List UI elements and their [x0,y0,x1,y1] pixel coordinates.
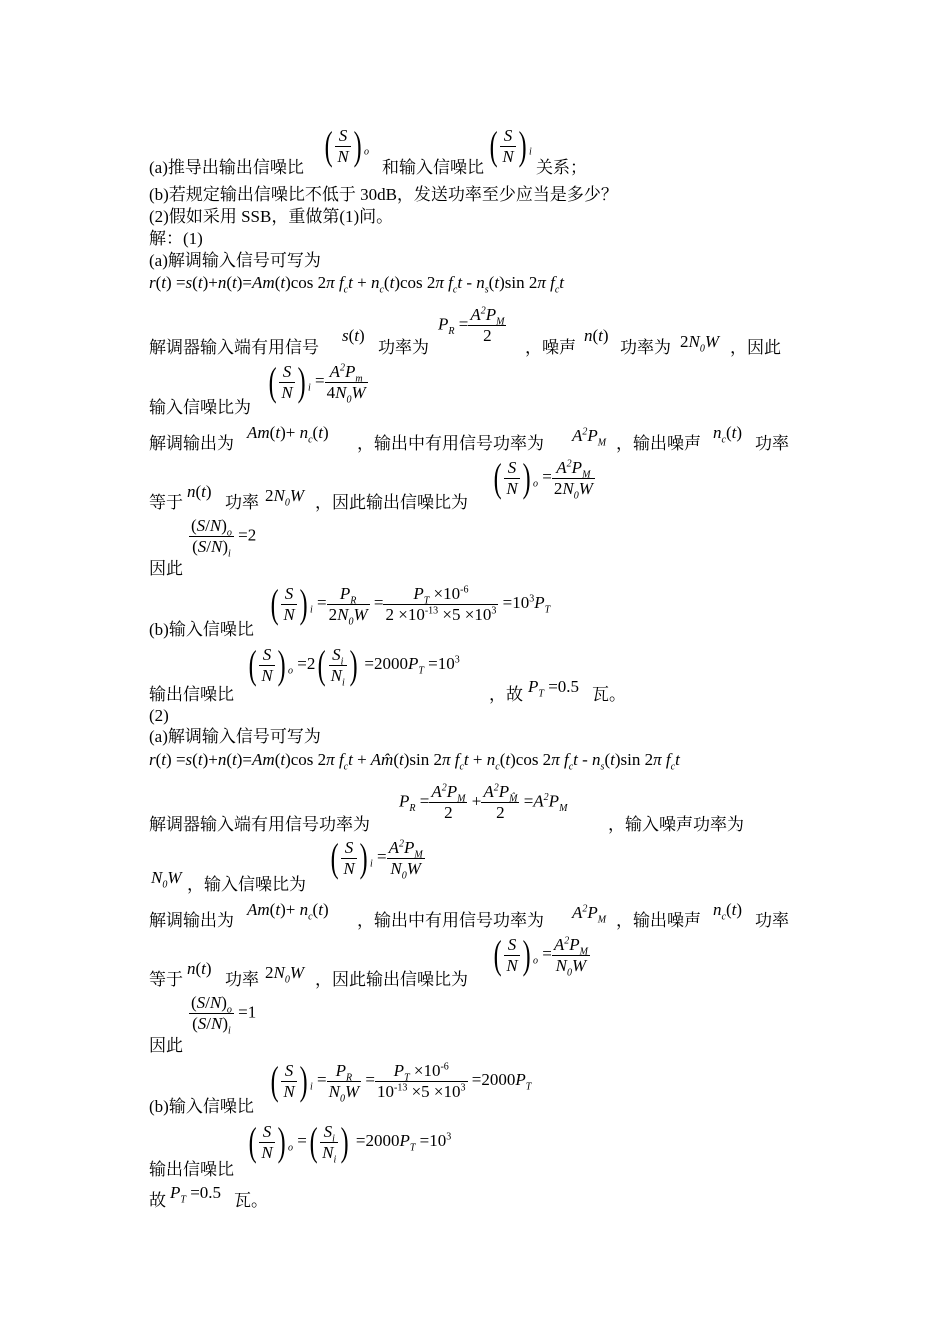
text-line: ，输出噪声 [616,911,701,930]
snr-gain-formula: $\frac{(S/N)_o}{(S/N)_i}$ =2 [191,516,257,560]
text-line: 解调器输入端有用信号功率为 [149,815,370,834]
text-line: ，因此 [730,338,781,357]
snr-output-symbol: ( $\frac{S}{N}$ ) $_o$ [324,123,369,168]
text-line: 解调器输入端有用信号 [149,338,319,357]
text-line: ，输出噪声 [616,434,701,453]
text-line: (b)输入信噪比 [149,1097,254,1116]
text-line: 功率 [755,911,789,930]
snr-input-calc: ( $\frac{S}{N}$ ) $_i$ = $\frac{P_R}{2N_0W}$ = $\frac{P_T \times 10^{-6}}{2 \times 10^{-13} \times 5 \times 10^3}$ $=10^3P_T$ [270,581,551,627]
demod-output: $Am(t)+ n_c(t)$ [247,900,329,923]
text-line: 输出信噪比 [149,1160,234,1179]
text-line: 等于 [149,493,183,512]
snr-output-ssb-formula: ( $\frac{S}{N}$ ) $_o$ = $\frac{A^2P_M}{N_0W}$ [493,932,588,978]
text-line: 解：(1) [149,229,203,248]
pr-ssb-formula: $P_R$ = $\frac{A^2P_M}{2}$ + $\frac{A^2P_{M̂}}{2}$ $=A^2P_M$ [399,782,568,822]
noise-power: $2N_0W$ [680,332,720,355]
text-line: 功率 [755,434,789,453]
noise-nc-symbol: $n_c(t)$ [713,423,743,446]
text-line: 故 [149,1191,166,1210]
noise-power: $2N_0W$ [265,486,305,509]
snr-input-ssb-formula: ( $\frac{S}{N}$ ) $_i$ = $\frac{A^2P_M}{N_0W}$ [330,835,423,881]
text-line: 功率 [225,970,259,989]
text-line: 瓦。 [592,685,626,704]
text-line: 功率 [225,493,259,512]
text-line: ，输入噪声功率为 [608,815,744,834]
text-line: (2)假如采用 SSB，重做第(1)问。 [149,207,394,226]
pt-result: $P_T =0.5$ [170,1183,222,1206]
noise-n-symbol: n(t) [187,482,212,501]
text-line: 因此 [149,1036,183,1055]
text-line: ，输出中有用信号功率为 [357,911,544,930]
text-line: (b)输入信噪比 [149,620,254,639]
text-line: 功率为 [620,338,671,357]
text-line: 输入信噪比为 [149,398,251,417]
noise-n-symbol: n(t) [187,959,212,978]
text-line: 等于 [149,970,183,989]
noise-nc-symbol: $n_c(t)$ [713,900,743,923]
demod-output: $Am(t)+ n_c(t)$ [247,423,329,446]
snr-output-ssb-calc: ( $\frac{S}{N}$ ) $_o$ =( $\frac{S_i}{N_i}$ ) $=2000P_T =10^3$ [248,1119,452,1165]
noise-power: $2N_0W$ [265,963,305,986]
text-line: (a)推导出输出信噪比 [149,158,304,177]
pr-formula: $P_R$ = $\frac{A^2P_M}{2}$ [438,305,505,345]
text-line: 输出信噪比 [149,685,234,704]
noise-power-ssb: $N_0W$ [151,868,182,891]
output-power: $A^2P_M$ [572,903,607,926]
snr-input-formula: ( $\frac{S}{N}$ ) $_i$ = $\frac{A^2P_m}{4N_0W}$ [268,359,366,405]
text-line: 解调输出为 [149,434,234,453]
snr-output-calc: ( $\frac{S}{N}$ ) $_o$ =2( $\frac{S_i}{N_i}$ ) $=2000P_T =10^3$ [248,642,460,688]
snr-input-ssb-calc: ( $\frac{S}{N}$ ) $_i$ = $\frac{P_R}{N_0W}$ = $\frac{P_T \times 10^{-6}}{10^{-13} \times 5 \times 10^3}$ $=2000P_T$ [270,1058,532,1104]
text-line: 瓦。 [234,1191,268,1210]
text-line: (2) [149,706,169,725]
snr-input-symbol: ( $\frac{S}{N}$ ) $_i$ [489,123,532,168]
text-line: ，因此输出信噪比为 [315,493,468,512]
snr-gain-ssb-formula: $\frac{(S/N)_o}{(S/N)_i}$ =1 [191,993,257,1037]
pt-result: $P_T =0.5$ [528,677,580,700]
signal-s-symbol: s(t) [342,326,365,345]
text-line: 关系； [536,158,587,177]
noise-n-symbol: n(t) [584,326,609,345]
text-line: (a)解调输入信号可写为 [149,727,321,746]
equation-ssb-input: r(t) =s(t)+n(t)=Am(t)cos 2π $f_ct$ + Am̂(t)sin 2π $f_ct + n_c(t)\cos$ 2π $f_ct - n_s(t)\sin$ 2π $f_ct$ [149,750,680,773]
text-line: 功率为 [378,338,429,357]
text-line: 和输入信噪比 [382,158,484,177]
equation-dsb-input: r(t) =s(t)+n(t)=Am(t)cos 2π $f_ct + n_c(t)\cos$ 2π $f_ct - n_s(t)\sin$ 2π $f_ct$ [149,273,564,296]
text-line: 因此 [149,559,183,578]
output-power: $A^2P_M$ [572,426,607,449]
text-line: ，因此输出信噪比为 [315,970,468,989]
text-line: ，输出中有用信号功率为 [357,434,544,453]
text-line: 解调输出为 [149,911,234,930]
snr-output-formula: ( $\frac{S}{N}$ ) $_o$ = $\frac{A^2P_M}{2N_0W}$ [493,455,593,501]
text-line: ，噪声 [525,338,576,357]
text-line: ，输入信噪比为 [187,875,306,894]
text-line: (b)若规定输出信噪比不低于 30dB，发送功率至少应当是多少？ [149,185,618,204]
text-line: ，故 [489,685,523,704]
text-line: (a)解调输入信号可写为 [149,251,321,270]
